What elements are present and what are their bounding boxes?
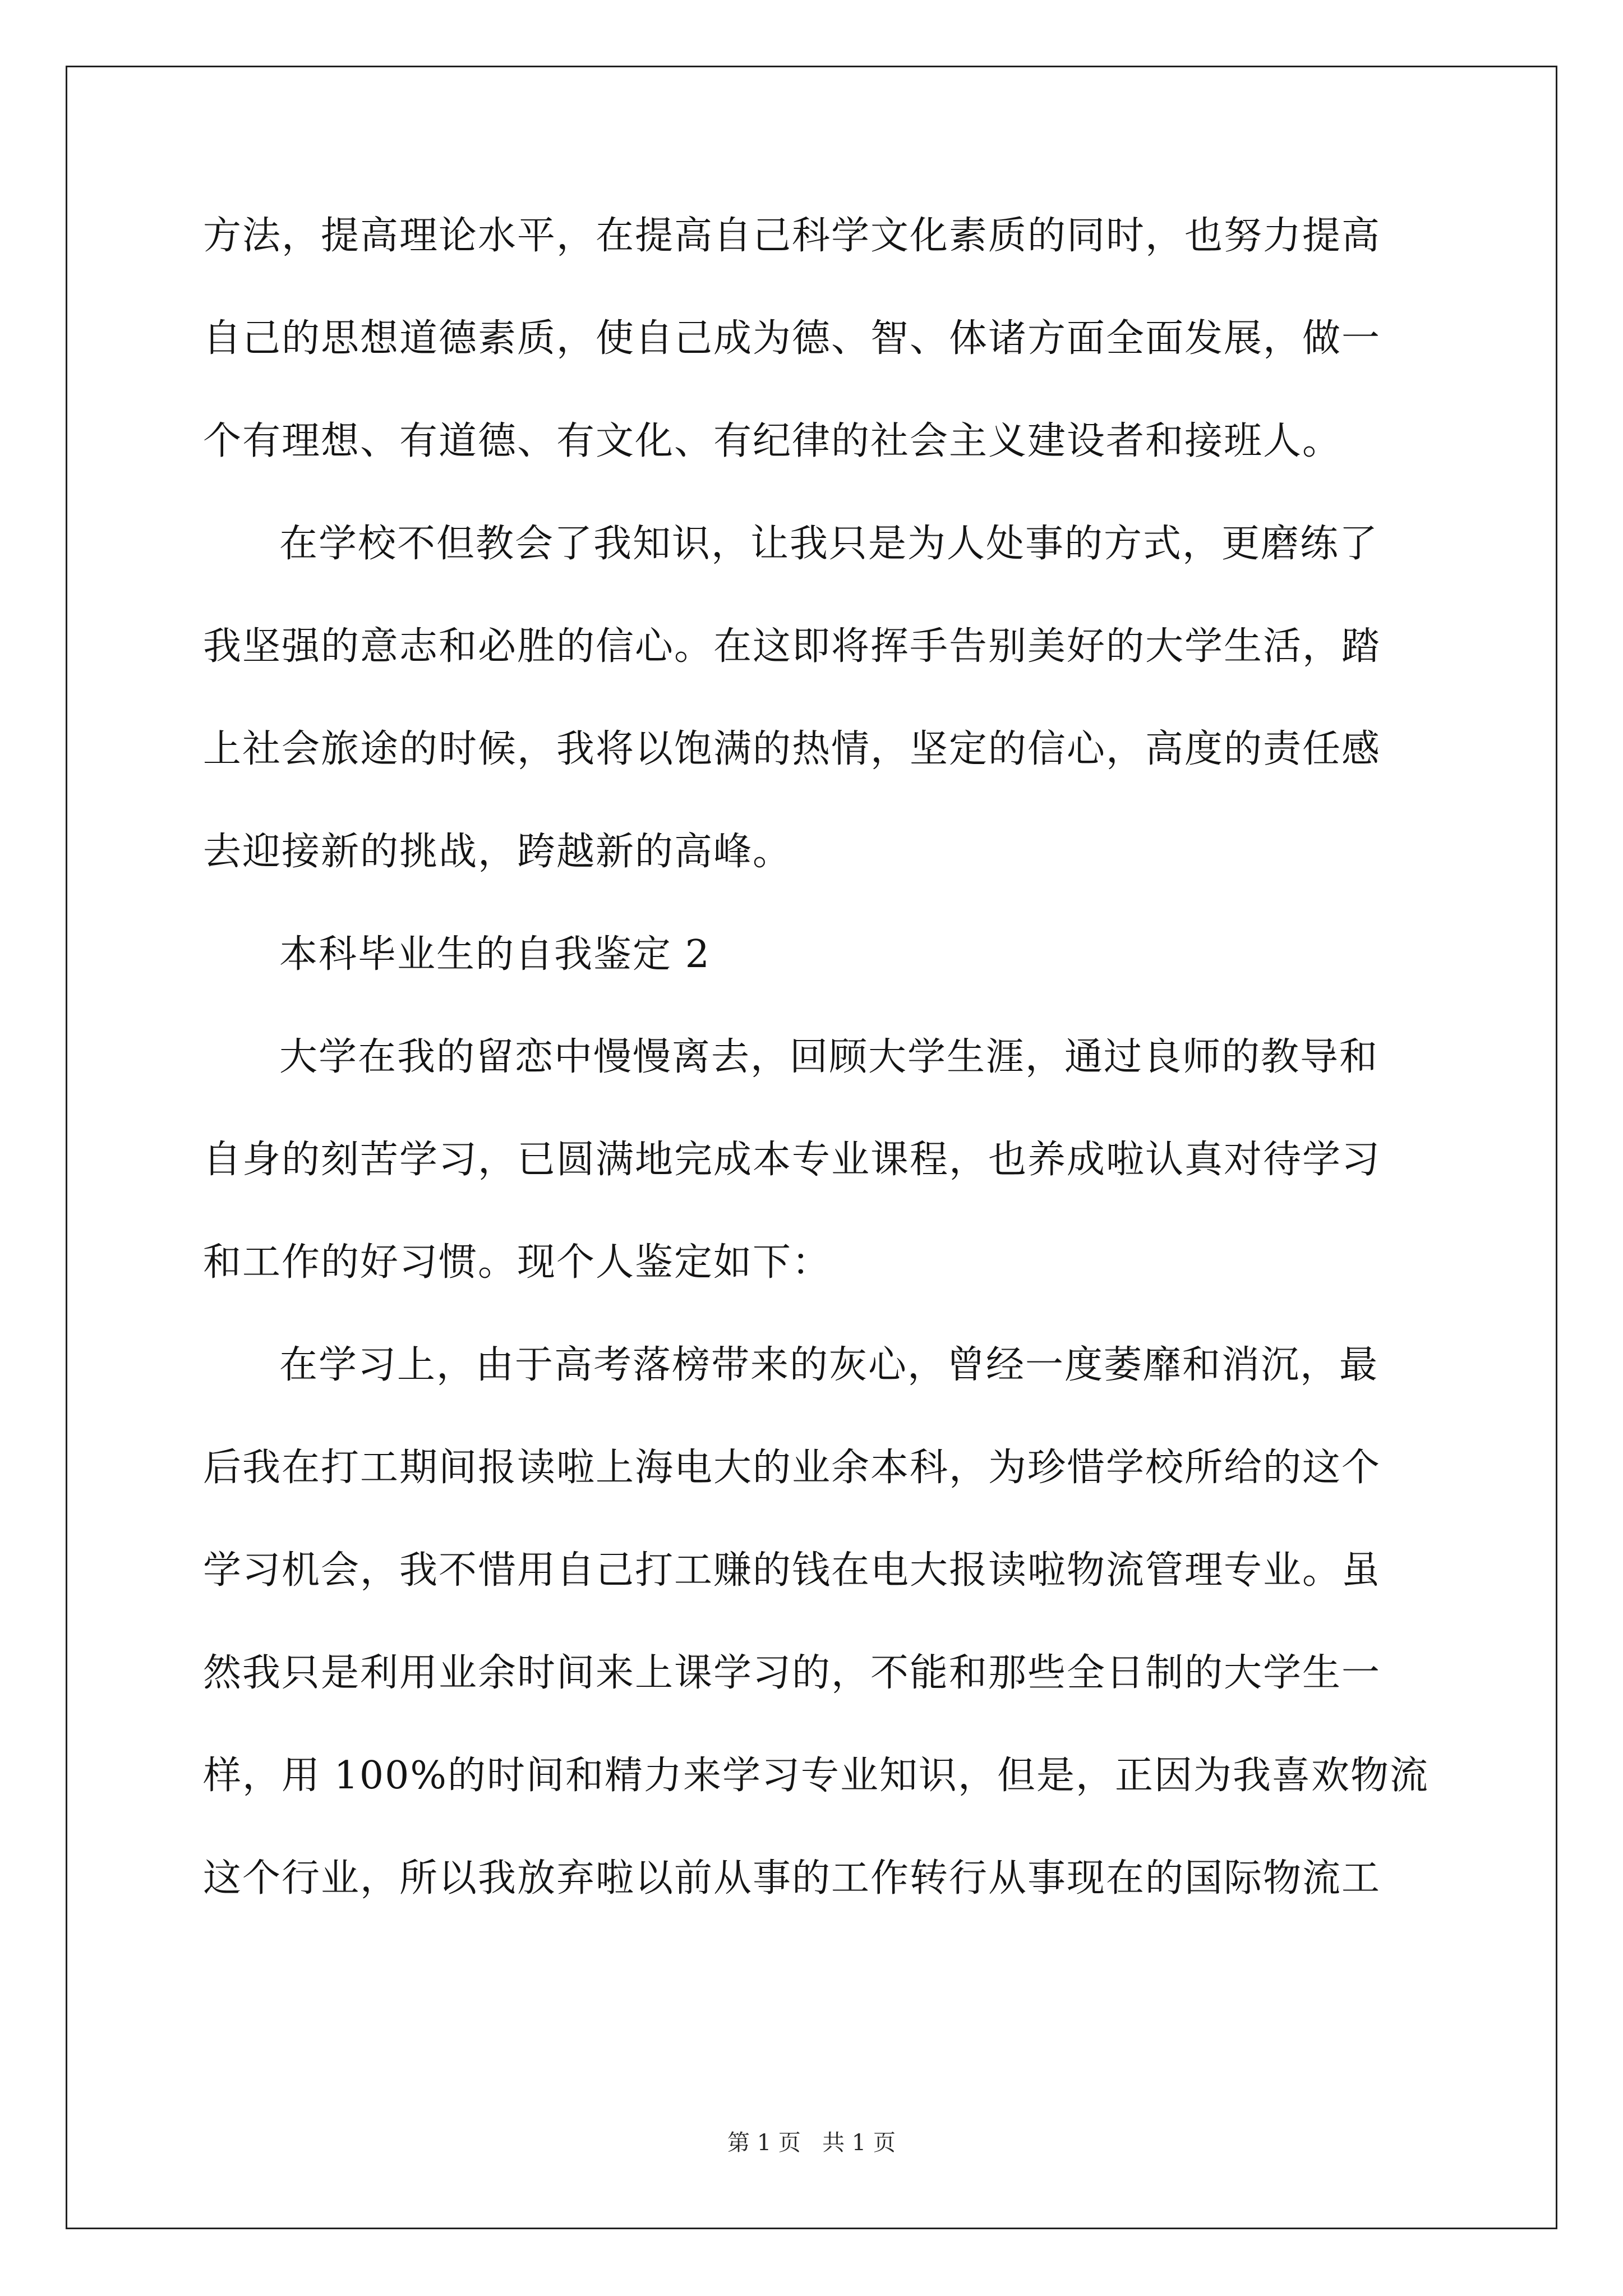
- section-heading: 本科毕业生的自我鉴定 2: [279, 932, 711, 977]
- body-line: 自身的刻苦学习，已圆满地完成本专业课程，也养成啦认真对待学习: [203, 1138, 1381, 1182]
- body-line: 方法，提高理论水平，在提高自己科学文化素质的同时，也努力提高: [203, 214, 1381, 258]
- page-footer: 第 1 页 共 1 页: [727, 2130, 896, 2156]
- body-line: 上社会旅途的时候，我将以饱满的热情，坚定的信心，高度的责任感: [203, 727, 1381, 771]
- body-line: 自己的思想道德素质，使自己成为德、智、体诸方面全面发展，做一: [203, 316, 1381, 361]
- body-line: 个有理想、有道德、有文化、有纪律的社会主义建设者和接班人。: [203, 419, 1342, 463]
- body-line: 后我在打工期间报读啦上海电大的业余本科，为珍惜学校所给的这个: [203, 1446, 1381, 1490]
- body-line: 在学习上，由于高考落榜带来的灰心，曾经一度萎靡和消沉，最: [279, 1343, 1379, 1387]
- body-line: 这个行业，所以我放弃啦以前从事的工作转行从事现在的国际物流工: [203, 1856, 1381, 1901]
- body-line: 然我只是利用业余时间来上课学习的，不能和那些全日制的大学生一: [203, 1651, 1381, 1695]
- body-line: 和工作的好习惯。现个人鉴定如下：: [203, 1240, 832, 1285]
- body-line: 样，用 100%的时间和精力来学习专业知识，但是，正因为我喜欢物流: [203, 1754, 1430, 1798]
- body-line: 去迎接新的挑战，跨越新的高峰。: [203, 830, 792, 874]
- body-line: 大学在我的留恋中慢慢离去，回顾大学生涯，通过良师的教导和: [279, 1035, 1379, 1079]
- body-line: 学习机会，我不惜用自己打工赚的钱在电大报读啦物流管理专业。虽: [203, 1548, 1381, 1593]
- body-line: 我坚强的意志和必胜的信心。在这即将挥手告别美好的大学生活，踏: [203, 624, 1381, 669]
- body-line: 在学校不但教会了我知识，让我只是为人处事的方式，更磨练了: [279, 522, 1379, 566]
